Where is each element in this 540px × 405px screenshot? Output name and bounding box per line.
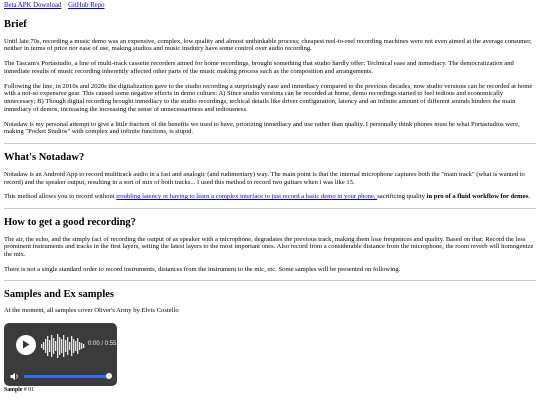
playback-time: 0:00 / 0:55 bbox=[88, 340, 117, 347]
section-divider bbox=[4, 143, 536, 144]
beta-apk-download-link[interactable]: Beta APK Download bbox=[4, 2, 62, 9]
how-heading: How to get a good recording? bbox=[4, 217, 136, 229]
what-heading: What's Notadaw? bbox=[4, 152, 85, 164]
sample-caption-number: # 01 bbox=[23, 386, 34, 393]
how-paragraph-1: The air, the echo, and the simply fact of recording the output of as speaker with a microphone, degradates the previous track, making them lose frequences and quality. Based on that: Record the less prominent instruments and tracks in the first layers, setting the latest layers to the most important ones. Also record from a considerable distance from the microphone, the room reverb will homogenize the mix. bbox=[4, 235, 534, 259]
brief-paragraph-2: The Tascam's Portastudio, a line of multi-track cassette recorders aimed for home recordings, brought something that studio hardly offer: Technical ease and inmediacy. The democratization and inmediate results of music recording inherently affected other parts of the music making process such as the composition and arrangements. bbox=[4, 60, 514, 75]
latency-link[interactable]: troubling latency or having to learn a complex interface to just record a basic demo in your phone, bbox=[116, 193, 378, 201]
seek-handle[interactable] bbox=[106, 373, 112, 379]
brief-paragraph-4: Notadaw is my personal attempt to give a little fraction of the benefits we used to have, priorizing inmediacy and use rather than quality. I personally think phones must be what Portastudios were, making "Pocket Studios" with complex and infinite functions, is stupid. bbox=[4, 120, 520, 136]
audio-player bbox=[4, 323, 117, 386]
sample-caption-label: Sample bbox=[4, 386, 23, 393]
section-divider bbox=[4, 280, 536, 281]
seek-bar[interactable] bbox=[24, 375, 108, 378]
play-button[interactable] bbox=[16, 335, 36, 355]
brief-paragraph-1: Until late 70s, recording a music demo was an expensive, complex, low quality and almost unthinkable process; cheapest reel-to-reel recording machines were not even aimed at the average consumer, neither in terms of price nor ease of use, making studios and music insdutry have some control over audio recording. bbox=[4, 37, 532, 53]
volume-icon[interactable] bbox=[10, 372, 20, 381]
samples-paragraph-1: At the moment, all samples cover Oliver's Army by Elvis Costello bbox=[4, 307, 179, 315]
how-paragraph-2: There is not a single standard order to record instruments, distances from the instrument to the mic, etc. Some samples will be presented on following. bbox=[4, 265, 401, 273]
what-paragraph-1: Notadaw is an Android App to record multitrack audio in a fast and analogic (and rudimentary) way. The main point is that the internal microphone captures both the "main track" (what is wanted to record) and the speaker output, resulting in a sort of mix of both tracks... I used this method to record two guitars when i was like 15. bbox=[4, 170, 525, 186]
samples-heading: Samples and Ex samples bbox=[4, 288, 114, 300]
what-paragraph-2 bbox=[4, 193, 536, 201]
brief-paragraph-3: Following the line, in 2010s and 2020s the digitalization gave to the studio recording a surprisingly ease and inmediacy compared to the previous decades, now studio versions can be recorded at home with a not-so expensive gear. This caused some negative effects in demo culture: A) Since studio versions can be recorded at home, demo recordings started to feel tedious and economically unnecesary; B) Though digital recording brought inmediacy to the studio recordings, techical details like driver configuration, latency and an infinite amount of different sounds hinders the main inmediacy of demos, increasing the increasing the sense of unnecessariness and tediousness. bbox=[4, 82, 533, 113]
sample-caption bbox=[4, 387, 536, 394]
what-paragraph-2-end: . bbox=[528, 193, 531, 201]
what-paragraph-2-bold: in pro of a fluid workflow for demos bbox=[426, 193, 529, 201]
section-divider bbox=[4, 208, 536, 209]
top-nav bbox=[4, 2, 536, 11]
what-paragraph-2-mid: sacrificing quality bbox=[377, 193, 427, 201]
play-icon bbox=[22, 340, 30, 349]
waveform-icon bbox=[41, 333, 85, 359]
brief-heading: Brief bbox=[4, 19, 27, 30]
what-paragraph-2-start: This method allows you to record without bbox=[4, 193, 117, 201]
github-repo-link[interactable]: GitHub Repo bbox=[68, 2, 105, 9]
